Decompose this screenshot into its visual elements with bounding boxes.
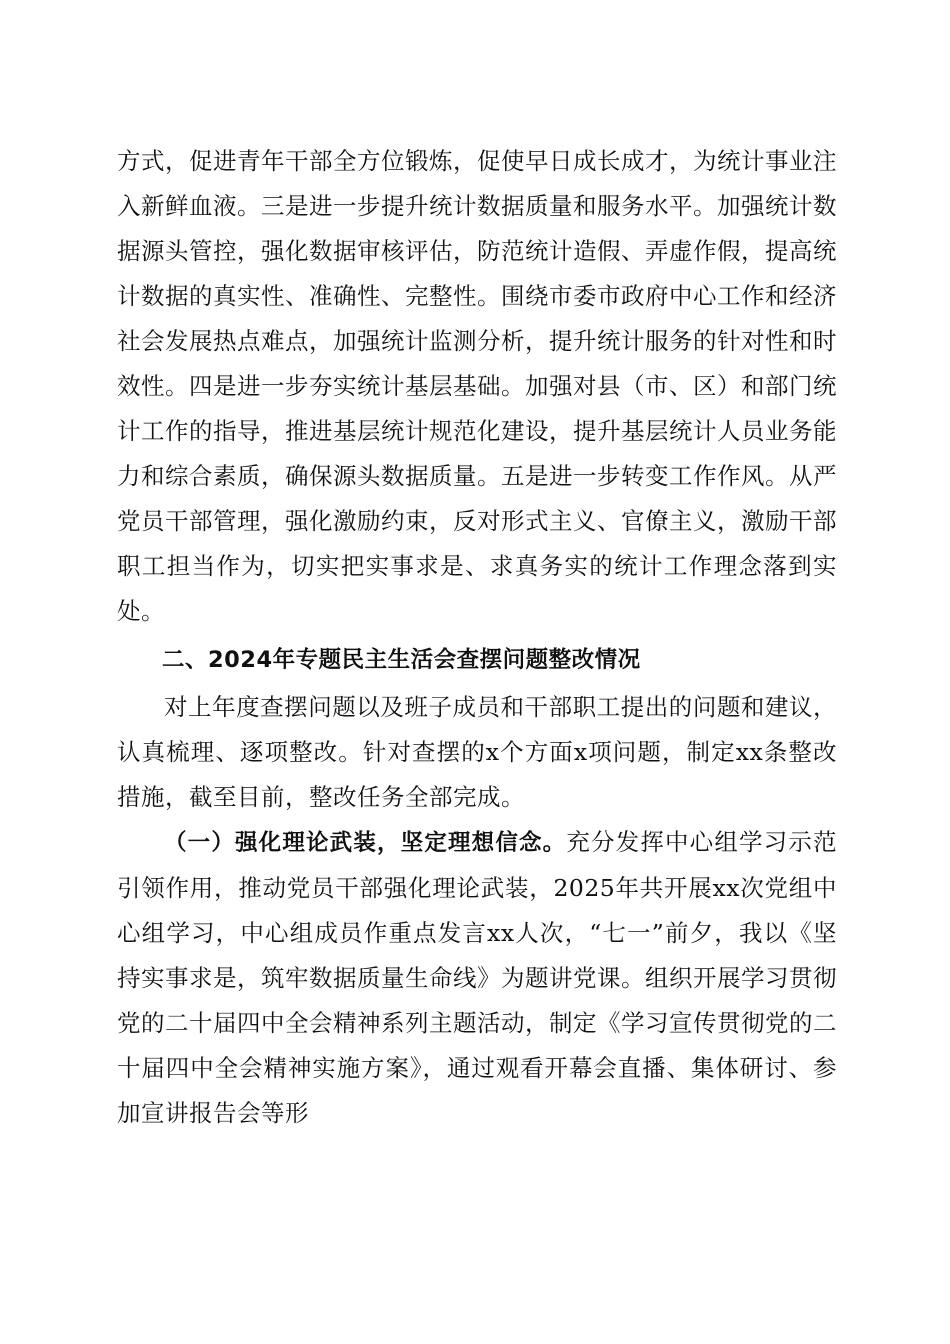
paragraph-rectification-summary: 对上年度查摆问题以及班子成员和干部职工提出的问题和建议，认真梳理、逐项整改。针对查摆的x个方面x项问题，制定xx条整改措施，截至目前，整改任务全部完成。 xyxy=(117,693,837,811)
paragraph-body: 充分发挥中心组学习示范引领作用，推动党员干部强化理论武装，2025年共开展xx次党组中心组学习，中心组成员作重点发言xx人次，“七一”前夕，我以《坚持实事求是，筑牢数据质量生命线》为题讲党课。组织开展学习贯彻党的二十届四中全会精神系列主题活动，制定《学习宣传贯彻党的二十届四中全会精神实施方案》，通过观看开幕会直播、集体研讨、参加宣讲报告会等形 xyxy=(117,828,837,1127)
document-body xyxy=(117,139,837,1136)
paragraph-theory-study xyxy=(117,820,837,1136)
section-heading: 二、2024年专题民主生活会查摆问题整改情况 xyxy=(162,647,641,673)
subsection-lead: （一）强化理论武装，坚定理想信念。 xyxy=(164,830,567,856)
paragraph-continued: 方式，促进青年干部全方位锻炼，促使早日成长成才，为统计事业注入新鲜血液。三是进一步提升统计数据质量和服务水平。加强统计数据源头管控，强化数据审核评估，防范统计造假、弄虚作假，提高统计数据的真实性、准确性、完整性。围绕市委市政府中心工作和经济社会发展热点难点，加强统计监测分析，提升统计服务的针对性和时效性。四是进一步夯实统计基层基础。加强对县（市、区）和部门统计工作的指导，推进基层统计规范化建设，提升基层统计人员业务能力和综合素质，确保源头数据质量。五是进一步转变工作作风。从严党员干部管理，强化激励约束，反对形式主义、官僚主义，激励干部职工担当作为，切实把实事求是、求真务实的统计工作理念落到实处。 xyxy=(117,147,837,625)
